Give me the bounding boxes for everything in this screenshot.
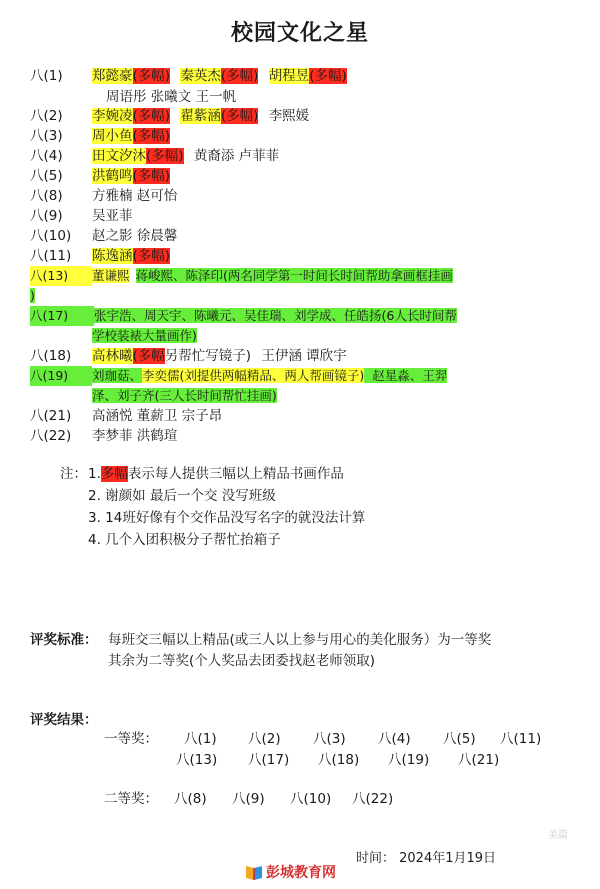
- multi-work-tag: (多幅): [132, 68, 171, 84]
- class-label: 八(9): [30, 208, 63, 224]
- class-label: 八(4): [30, 148, 63, 164]
- multi-work-tag: (多幅): [132, 168, 171, 184]
- note-4: 4. 几个入团积极分子帮忙抬箱子: [88, 532, 281, 548]
- class-label: 八(18): [30, 348, 72, 364]
- multi-work-tag: (多幅): [146, 148, 184, 164]
- class-row-18: [30, 346, 347, 366]
- page-title: 校园文化之星: [230, 21, 369, 46]
- class-label: 八(11): [30, 248, 72, 264]
- class-row-1-cont: 周语彤 张曦文 王一帆: [106, 89, 237, 105]
- second-prize-class: 八(9): [232, 791, 265, 807]
- student-name: 胡程昱: [268, 68, 310, 84]
- notes-label: 注：: [60, 466, 87, 482]
- class-row-5: [30, 166, 170, 186]
- class-row-19: [30, 366, 447, 386]
- student-name: 李梦菲 洪鹤瑄: [92, 428, 178, 444]
- student-name: 刘珈菇、: [92, 368, 143, 383]
- student-name: 翟紫涵: [180, 108, 221, 124]
- student-name: 王伊涵 谭欣宇: [261, 348, 347, 364]
- date-text: 时间： 2024年1月19日: [356, 851, 497, 866]
- class-row-1: [30, 66, 347, 86]
- student-name: 黄裔添 卢菲菲: [193, 148, 280, 164]
- student-name: 洪鹤鸣: [92, 168, 133, 184]
- class-row-17-cont: [92, 326, 197, 346]
- student-name: 方雅楠 赵可怡: [92, 188, 178, 204]
- second-prize-class: 八(8): [174, 791, 207, 807]
- book-logo-icon: [245, 865, 263, 881]
- multi-work-tag: (多幅: [132, 348, 165, 364]
- logo-text: 彭城教育网: [266, 865, 336, 881]
- class-label: 八(13): [30, 266, 92, 286]
- class-row-11: [30, 246, 170, 266]
- class-row-13: [30, 266, 453, 286]
- first-prize-class: 八(18): [318, 752, 360, 768]
- service-note: 泽、刘子齐(三人长时间帮忙挂画): [92, 388, 277, 403]
- service-note-end: ): [30, 288, 35, 303]
- note-number: 1.: [88, 466, 101, 482]
- first-prize-class: 八(11): [500, 731, 542, 747]
- student-name: 周小鱼: [92, 128, 133, 144]
- multi-work-tag: 多幅: [100, 466, 128, 482]
- class-label: 八(22): [30, 428, 72, 444]
- multi-work-tag: (多幅): [309, 68, 347, 84]
- first-prize-label: 一等奖：: [104, 731, 158, 747]
- class-label: 八(1): [30, 68, 63, 84]
- student-name: 田文汐沐: [92, 148, 146, 164]
- criteria-line-2: 其余为二等奖(个人奖品去团委找赵老师领取): [108, 653, 376, 669]
- multi-work-tag: (多幅): [132, 108, 171, 124]
- student-name: 郑懿豪: [92, 68, 133, 84]
- class-label: 八(2): [30, 108, 63, 124]
- student-name: 李婉凌: [92, 108, 133, 124]
- class-row-9: [30, 206, 133, 226]
- class-row-3: [30, 126, 170, 146]
- student-name: 赵之影 徐晨馨: [92, 228, 178, 244]
- class-row-22: [30, 426, 177, 446]
- class-label: 八(5): [30, 168, 63, 184]
- class-row-4: [30, 146, 279, 166]
- results-label: 评奖结果：: [30, 712, 98, 728]
- note-1: [88, 463, 344, 485]
- note-2: 2. 谢颜如 最后一个交 没写班级: [88, 488, 276, 504]
- student-name: 李熙媛: [268, 108, 310, 124]
- site-logo: [245, 862, 336, 882]
- watermark: 美篇: [548, 830, 568, 841]
- student-name: 陈逸涵: [92, 248, 133, 264]
- multi-work-tag: (多幅): [220, 68, 259, 84]
- service-note: 张宇浩、周天宇、陈曦元、吴佳瑞、刘学成、任皓扬(6人长时间帮: [94, 308, 457, 323]
- second-prize-class: 八(10): [290, 791, 332, 807]
- first-prize-class: 八(2): [248, 731, 281, 747]
- multi-work-tag: (多幅): [220, 108, 259, 124]
- student-name: 吴亚菲: [92, 208, 133, 224]
- first-prize-class: 八(13): [176, 752, 218, 768]
- service-note: 蒋峻熙、陈泽印(两名同学第一时间长时间帮助拿画框挂画: [135, 268, 453, 283]
- first-prize-class: 八(1): [184, 731, 217, 747]
- first-prize-class: 八(19): [388, 752, 430, 768]
- criteria-label: 评奖标准：: [30, 632, 98, 648]
- multi-work-tag: (多幅): [132, 128, 171, 144]
- first-prize-class: 八(5): [443, 731, 476, 747]
- class-label: 八(3): [30, 128, 63, 144]
- class-row-8: [30, 186, 177, 206]
- class-row-17: [30, 306, 457, 326]
- service-note: 学校装裱大量画作): [92, 328, 197, 343]
- first-prize-class: 八(3): [313, 731, 346, 747]
- note-text: 表示每人提供三幅以上精品书画作品: [127, 466, 344, 482]
- second-prize-label: 二等奖：: [104, 791, 158, 807]
- second-prize-class: 八(22): [352, 791, 394, 807]
- class-label: 八(21): [30, 408, 72, 424]
- class-label: 八(19): [30, 366, 92, 386]
- note-3: 3. 14班好像有个交作品没写名字的就没法计算: [88, 510, 366, 526]
- class-label: 八(10): [30, 228, 72, 244]
- student-name: 董谦熙: [92, 268, 130, 283]
- class-row-21: [30, 406, 222, 426]
- class-label: 八(17): [30, 306, 94, 326]
- first-prize-class: 八(21): [458, 752, 500, 768]
- class-label: 八(8): [30, 188, 63, 204]
- first-prize-class: 八(17): [248, 752, 290, 768]
- service-note: 李奕儒(刘提供两幅精品、两人帮画镜子): [142, 368, 365, 383]
- student-name: 高涵悦 董薪卫 宗子昂: [92, 408, 223, 424]
- student-name: 秦英杰: [180, 68, 221, 84]
- class-row-2: [30, 106, 309, 126]
- multi-work-tag: (多幅): [132, 248, 171, 264]
- first-prize-class: 八(4): [378, 731, 411, 747]
- student-name: 高林曦: [92, 348, 133, 364]
- service-note: 另帮忙写镜子): [164, 348, 252, 364]
- student-name: 赵星淼、王羿: [364, 368, 447, 383]
- class-row-19-cont: [92, 386, 277, 406]
- class-row-10: [30, 226, 177, 246]
- class-row-13-cont: [30, 286, 35, 306]
- criteria-line-1: 每班交三幅以上精品(或三人以上参与用心的美化服务）为一等奖: [108, 632, 492, 648]
